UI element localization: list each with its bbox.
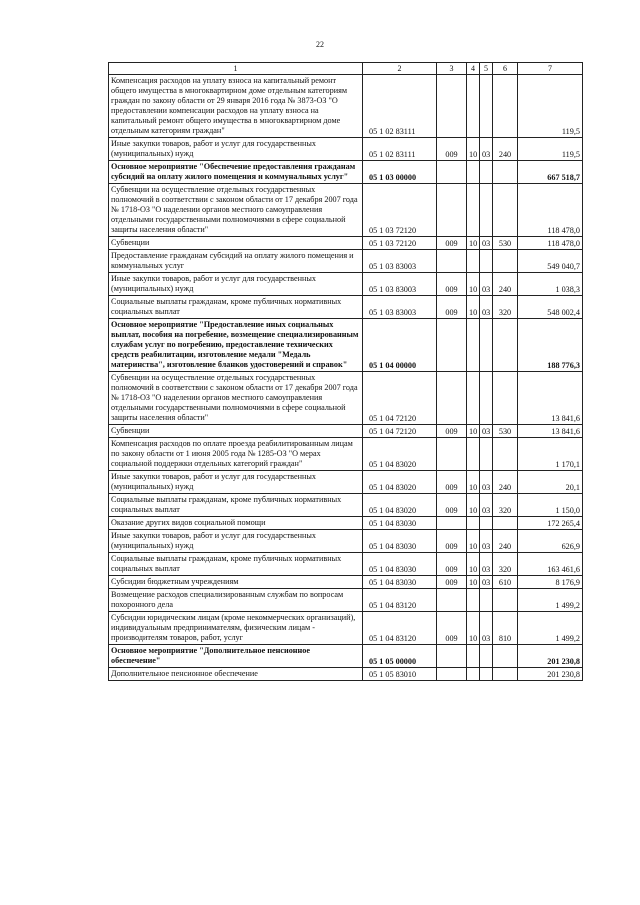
row-code: 05 1 04 83030 bbox=[363, 530, 437, 553]
row-col4 bbox=[467, 250, 480, 273]
header-col-3: 3 bbox=[437, 63, 467, 75]
row-col5 bbox=[480, 319, 493, 372]
row-amount: 8 176,9 bbox=[518, 576, 583, 589]
row-name: Компенсация расходов по оплате проезда реабилитированным лицам по закону области от 1 июня 2005 года № 1285-ОЗ "О мерах социальной поддержки отдельных категорий граждан" bbox=[109, 438, 363, 471]
table-row bbox=[109, 237, 583, 250]
row-code: 05 1 04 83020 bbox=[363, 471, 437, 494]
row-code: 05 1 04 83020 bbox=[363, 494, 437, 517]
row-code: 05 1 02 83111 bbox=[363, 138, 437, 161]
row-name: Иные закупки товаров, работ и услуг для государственных (муниципальных) нужд bbox=[109, 471, 363, 494]
row-col3 bbox=[437, 250, 467, 273]
row-code: 05 1 03 72120 bbox=[363, 237, 437, 250]
table-row bbox=[109, 372, 583, 425]
row-amount: 1 170,1 bbox=[518, 438, 583, 471]
row-col4 bbox=[467, 517, 480, 530]
header-col-7: 7 bbox=[518, 63, 583, 75]
row-name: Субвенции bbox=[109, 237, 363, 250]
row-name: Социальные выплаты гражданам, кроме публичных нормативных социальных выплат bbox=[109, 553, 363, 576]
row-col6: 320 bbox=[493, 553, 518, 576]
row-col4 bbox=[467, 161, 480, 184]
table-row bbox=[109, 273, 583, 296]
row-name: Возмещение расходов специализированным службам по вопросам похоронного дела bbox=[109, 589, 363, 612]
row-col3 bbox=[437, 589, 467, 612]
row-col6: 810 bbox=[493, 612, 518, 645]
row-amount: 667 518,7 bbox=[518, 161, 583, 184]
table-row bbox=[109, 553, 583, 576]
table-row bbox=[109, 494, 583, 517]
table-row bbox=[109, 612, 583, 645]
row-col3 bbox=[437, 184, 467, 237]
row-col6: 530 bbox=[493, 237, 518, 250]
row-col5: 03 bbox=[480, 237, 493, 250]
row-col5 bbox=[480, 668, 493, 681]
row-col6 bbox=[493, 161, 518, 184]
table-row bbox=[109, 138, 583, 161]
row-col3 bbox=[437, 372, 467, 425]
table-row bbox=[109, 319, 583, 372]
row-amount: 1 499,2 bbox=[518, 612, 583, 645]
row-col3: 009 bbox=[437, 425, 467, 438]
row-name: Субвенции на осуществление отдельных государственных полномочий в соответствии с законом области от 17 декабря 2007 года № 1718-ОЗ "О наделении органов местного самоуправления отдельными государственными полномочиями в сфере социальной защиты населения области" bbox=[109, 184, 363, 237]
row-amount: 119,5 bbox=[518, 75, 583, 138]
row-col5 bbox=[480, 75, 493, 138]
row-col4 bbox=[467, 668, 480, 681]
page-number: 22 bbox=[316, 40, 324, 49]
row-code: 05 1 04 72120 bbox=[363, 372, 437, 425]
row-amount: 201 230,8 bbox=[518, 645, 583, 668]
row-col5: 03 bbox=[480, 494, 493, 517]
row-col4: 10 bbox=[467, 273, 480, 296]
row-name: Иные закупки товаров, работ и услуг для государственных (муниципальных) нужд bbox=[109, 530, 363, 553]
row-amount: 13 841,6 bbox=[518, 372, 583, 425]
row-code: 05 1 05 83010 bbox=[363, 668, 437, 681]
row-col5 bbox=[480, 645, 493, 668]
row-col6 bbox=[493, 372, 518, 425]
row-col4: 10 bbox=[467, 237, 480, 250]
row-col6 bbox=[493, 668, 518, 681]
header-col-1: 1 bbox=[109, 63, 363, 75]
row-code: 05 1 05 00000 bbox=[363, 645, 437, 668]
row-col6 bbox=[493, 589, 518, 612]
row-col4: 10 bbox=[467, 471, 480, 494]
row-col3 bbox=[437, 75, 467, 138]
row-amount: 201 230,8 bbox=[518, 668, 583, 681]
row-col4 bbox=[467, 645, 480, 668]
row-amount: 20,1 bbox=[518, 471, 583, 494]
row-col4: 10 bbox=[467, 138, 480, 161]
row-col4 bbox=[467, 438, 480, 471]
row-col6: 240 bbox=[493, 273, 518, 296]
row-col6: 240 bbox=[493, 471, 518, 494]
row-col5 bbox=[480, 250, 493, 273]
table-body bbox=[109, 75, 583, 681]
row-code: 05 1 03 72120 bbox=[363, 184, 437, 237]
row-name: Субсидии юридическим лицам (кроме некоммерческих организаций), индивидуальным предпринимателям, физическим лицам - производителям товаров, работ, услуг bbox=[109, 612, 363, 645]
row-amount: 626,9 bbox=[518, 530, 583, 553]
row-amount: 188 776,3 bbox=[518, 319, 583, 372]
row-col3: 009 bbox=[437, 138, 467, 161]
row-col5 bbox=[480, 161, 493, 184]
row-name: Дополнительное пенсионное обеспечение bbox=[109, 668, 363, 681]
row-col4 bbox=[467, 589, 480, 612]
table-row bbox=[109, 589, 583, 612]
row-col3: 009 bbox=[437, 237, 467, 250]
row-col6: 530 bbox=[493, 425, 518, 438]
row-col4: 10 bbox=[467, 530, 480, 553]
row-col4: 10 bbox=[467, 576, 480, 589]
row-code: 05 1 04 83020 bbox=[363, 438, 437, 471]
header-col-5: 5 bbox=[480, 63, 493, 75]
table-row bbox=[109, 576, 583, 589]
table-row bbox=[109, 530, 583, 553]
row-col4: 10 bbox=[467, 553, 480, 576]
row-code: 05 1 04 83030 bbox=[363, 576, 437, 589]
row-code: 05 1 04 83030 bbox=[363, 553, 437, 576]
row-amount: 1 038,3 bbox=[518, 273, 583, 296]
table-row bbox=[109, 645, 583, 668]
row-name: Предоставление гражданам субсидий на оплату жилого помещения и коммунальных услуг bbox=[109, 250, 363, 273]
table-row bbox=[109, 161, 583, 184]
row-col3: 009 bbox=[437, 296, 467, 319]
row-name: Основное мероприятие "Дополнительное пенсионное обеспечение" bbox=[109, 645, 363, 668]
row-col6 bbox=[493, 438, 518, 471]
row-amount: 1 150,0 bbox=[518, 494, 583, 517]
row-col3 bbox=[437, 319, 467, 372]
row-name: Иные закупки товаров, работ и услуг для государственных (муниципальных) нужд bbox=[109, 138, 363, 161]
row-col4: 10 bbox=[467, 425, 480, 438]
row-col5 bbox=[480, 589, 493, 612]
row-col3 bbox=[437, 668, 467, 681]
row-amount: 172 265,4 bbox=[518, 517, 583, 530]
row-code: 05 1 04 83120 bbox=[363, 589, 437, 612]
row-amount: 119,5 bbox=[518, 138, 583, 161]
row-col5 bbox=[480, 184, 493, 237]
row-name: Иные закупки товаров, работ и услуг для государственных (муниципальных) нужд bbox=[109, 273, 363, 296]
row-col4: 10 bbox=[467, 612, 480, 645]
row-col5: 03 bbox=[480, 576, 493, 589]
table-row bbox=[109, 184, 583, 237]
row-col5: 03 bbox=[480, 138, 493, 161]
row-name: Компенсация расходов на уплату взноса на капитальный ремонт общего имущества в многоквартирном доме отдельным категориям граждан по закону области от 29 января 2016 года № 3873-ОЗ "О предоставлении компенсации расходов на уплату взноса на капитальный ремонт общего имущества в многоквартирном доме отдельным категориям граждан" bbox=[109, 75, 363, 138]
row-col4: 10 bbox=[467, 494, 480, 517]
row-amount: 549 040,7 bbox=[518, 250, 583, 273]
table-row bbox=[109, 250, 583, 273]
row-amount: 548 002,4 bbox=[518, 296, 583, 319]
row-col4 bbox=[467, 372, 480, 425]
row-amount: 163 461,6 bbox=[518, 553, 583, 576]
row-col6 bbox=[493, 184, 518, 237]
row-code: 05 1 03 83003 bbox=[363, 296, 437, 319]
header-col-4: 4 bbox=[467, 63, 480, 75]
header-col-6: 6 bbox=[493, 63, 518, 75]
row-col3: 009 bbox=[437, 530, 467, 553]
table-row bbox=[109, 471, 583, 494]
table-row bbox=[109, 438, 583, 471]
row-name: Оказание других видов социальной помощи bbox=[109, 517, 363, 530]
row-col6: 240 bbox=[493, 530, 518, 553]
row-col6 bbox=[493, 75, 518, 138]
row-col4 bbox=[467, 184, 480, 237]
row-amount: 118 478,0 bbox=[518, 184, 583, 237]
row-amount: 13 841,6 bbox=[518, 425, 583, 438]
row-col5: 03 bbox=[480, 612, 493, 645]
row-col6: 610 bbox=[493, 576, 518, 589]
row-col6 bbox=[493, 319, 518, 372]
row-name: Социальные выплаты гражданам, кроме публичных нормативных социальных выплат bbox=[109, 494, 363, 517]
table-row bbox=[109, 668, 583, 681]
row-name: Субвенции на осуществление отдельных государственных полномочий в соответствии с законом области от 17 декабря 2007 года № 1718-ОЗ "О наделении органов местного самоуправления отдельными государственными полномочиями в сфере социальной защиты населения области" bbox=[109, 372, 363, 425]
row-col3 bbox=[437, 517, 467, 530]
table-row bbox=[109, 75, 583, 138]
row-name: Субсидии бюджетным учреждениям bbox=[109, 576, 363, 589]
budget-table bbox=[108, 62, 583, 681]
row-col3 bbox=[437, 438, 467, 471]
row-amount: 118 478,0 bbox=[518, 237, 583, 250]
row-code: 05 1 03 00000 bbox=[363, 161, 437, 184]
row-col4 bbox=[467, 319, 480, 372]
header-col-2: 2 bbox=[363, 63, 437, 75]
row-code: 05 1 04 83030 bbox=[363, 517, 437, 530]
row-code: 05 1 03 83003 bbox=[363, 250, 437, 273]
row-col5 bbox=[480, 517, 493, 530]
row-code: 05 1 03 83003 bbox=[363, 273, 437, 296]
row-code: 05 1 04 72120 bbox=[363, 425, 437, 438]
table-row bbox=[109, 517, 583, 530]
row-name: Социальные выплаты гражданам, кроме публичных нормативных социальных выплат bbox=[109, 296, 363, 319]
row-col3: 009 bbox=[437, 612, 467, 645]
row-col6: 320 bbox=[493, 494, 518, 517]
row-col5: 03 bbox=[480, 471, 493, 494]
row-code: 05 1 04 83120 bbox=[363, 612, 437, 645]
row-col5: 03 bbox=[480, 425, 493, 438]
row-col3: 009 bbox=[437, 576, 467, 589]
row-col5 bbox=[480, 438, 493, 471]
row-col3: 009 bbox=[437, 494, 467, 517]
row-col6 bbox=[493, 250, 518, 273]
row-col6: 240 bbox=[493, 138, 518, 161]
row-col3: 009 bbox=[437, 553, 467, 576]
row-col3 bbox=[437, 161, 467, 184]
table-header-row bbox=[109, 63, 583, 75]
row-col3: 009 bbox=[437, 471, 467, 494]
row-col4: 10 bbox=[467, 296, 480, 319]
row-code: 05 1 04 00000 bbox=[363, 319, 437, 372]
row-col5: 03 bbox=[480, 530, 493, 553]
row-col5 bbox=[480, 372, 493, 425]
row-col5: 03 bbox=[480, 296, 493, 319]
table-row bbox=[109, 296, 583, 319]
table-row bbox=[109, 425, 583, 438]
row-col6 bbox=[493, 645, 518, 668]
row-code: 05 1 02 83111 bbox=[363, 75, 437, 138]
row-col3: 009 bbox=[437, 273, 467, 296]
row-col6 bbox=[493, 517, 518, 530]
row-col5: 03 bbox=[480, 553, 493, 576]
row-name: Основное мероприятие "Обеспечение предоставления гражданам субсидий на оплату жилого помещения и коммунальных услуг" bbox=[109, 161, 363, 184]
row-name: Субвенции bbox=[109, 425, 363, 438]
row-name: Основное мероприятие "Предоставление иных социальных выплат, пособия на погребение, возмещение специализированным службам услуг по погребению, предоставление технических средств реабилитации, изготовление медали "Медаль материнства", изготовление бланков удостоверений и справок" bbox=[109, 319, 363, 372]
row-amount: 1 499,2 bbox=[518, 589, 583, 612]
row-col4 bbox=[467, 75, 480, 138]
row-col5: 03 bbox=[480, 273, 493, 296]
row-col6: 320 bbox=[493, 296, 518, 319]
row-col3 bbox=[437, 645, 467, 668]
